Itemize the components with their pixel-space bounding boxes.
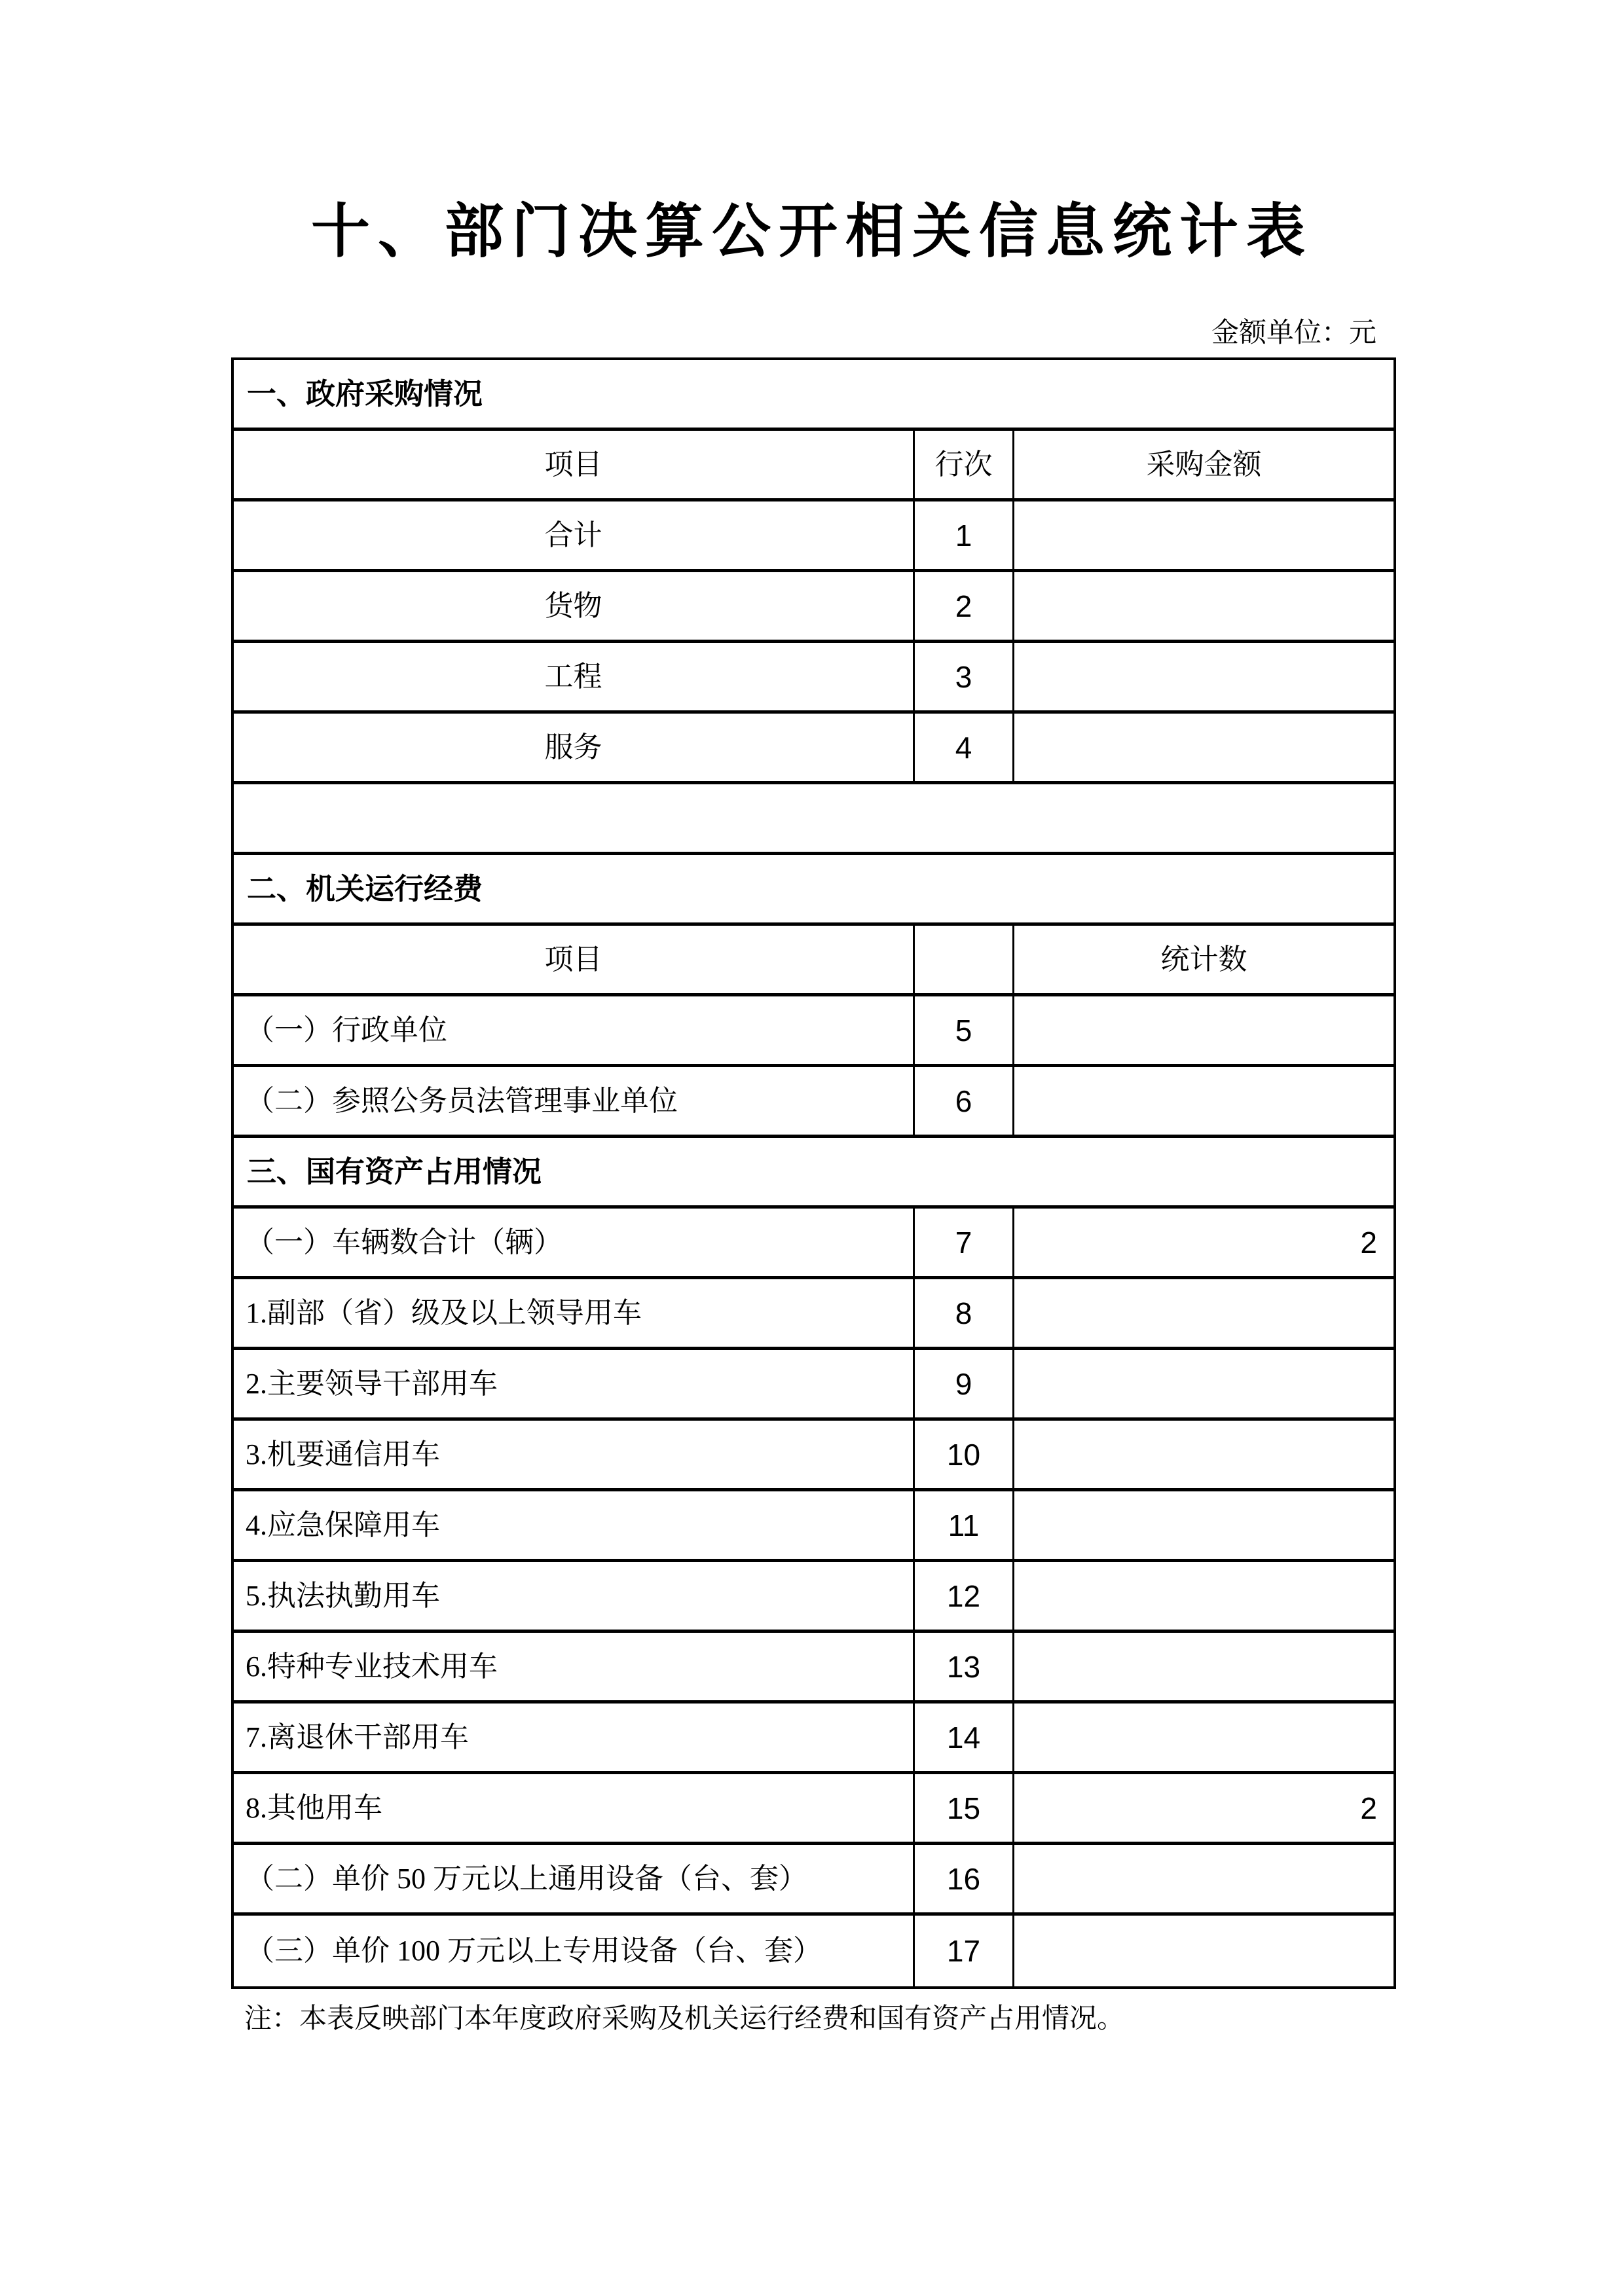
data-row (234, 1350, 1393, 1421)
value-cell: 2 (1012, 1209, 1393, 1276)
line-number: 14 (913, 1704, 1012, 1771)
item-label: （二）参照公务员法管理事业单位 (246, 1084, 678, 1117)
column-header-line (913, 926, 1012, 993)
page-title: 十、部门决算公开相关信息统计表 (311, 200, 1313, 264)
column-header-value: 统计数 (1012, 926, 1393, 993)
data-row (234, 1845, 1393, 1916)
column-header-item: 项目 (544, 448, 602, 481)
section-title: 三、国有资产占用情况 (247, 1155, 542, 1188)
item-label: 货物 (544, 589, 602, 622)
line-number: 5 (913, 996, 1012, 1064)
value-cell (1012, 1421, 1393, 1488)
section-title: 二、机关运行经费 (247, 872, 483, 905)
value-cell (1012, 1562, 1393, 1630)
line-number: 2 (913, 572, 1012, 640)
column-header-row (234, 431, 1393, 501)
line-number: 7 (913, 1209, 1012, 1276)
data-row (234, 1704, 1393, 1774)
value-cell (1012, 572, 1393, 640)
line-number: 3 (913, 643, 1012, 710)
value-cell (1012, 1633, 1393, 1700)
item-label: （一）车辆数合计（辆） (246, 1226, 563, 1258)
data-row (234, 1421, 1393, 1491)
line-number: 6 (913, 1067, 1012, 1135)
line-number: 10 (913, 1421, 1012, 1488)
column-header-line: 行次 (913, 431, 1012, 498)
value-cell: 2 (1012, 1774, 1393, 1842)
data-row (234, 1562, 1393, 1633)
empty-cell (234, 784, 1393, 852)
column-header-item: 项目 (544, 943, 602, 975)
item-label: 3.机要通信用车 (246, 1438, 440, 1470)
line-number: 17 (913, 1916, 1012, 1986)
statistics-table (231, 357, 1396, 1989)
value-cell (1012, 1916, 1393, 1986)
item-label: 4.应急保障用车 (246, 1508, 440, 1541)
line-number: 9 (913, 1350, 1012, 1417)
line-number: 11 (913, 1491, 1012, 1559)
empty-row (234, 784, 1393, 855)
item-label: （一）行政单位 (246, 1013, 447, 1046)
item-label: （二）单价 50 万元以上通用设备（台、套） (246, 1862, 807, 1895)
item-label: 5.执法执勤用车 (246, 1579, 440, 1612)
data-row (234, 1491, 1393, 1562)
data-row (234, 1774, 1393, 1845)
data-row (234, 643, 1393, 714)
item-label: 1.副部（省）级及以上领导用车 (246, 1296, 642, 1329)
item-label: 2.主要领导干部用车 (246, 1367, 498, 1400)
value-cell (1012, 1350, 1393, 1417)
line-number: 1 (913, 501, 1012, 569)
data-row (234, 572, 1393, 643)
data-row (234, 1279, 1393, 1350)
amount-unit-note: 金额单位：元 (1211, 318, 1376, 348)
column-header-value: 采购金额 (1012, 431, 1393, 498)
value-cell (1012, 1279, 1393, 1347)
line-number: 8 (913, 1279, 1012, 1347)
value-cell (1012, 1067, 1393, 1135)
item-label: 服务 (544, 731, 602, 763)
data-row (234, 1067, 1393, 1138)
item-label: 8.其他用车 (246, 1791, 382, 1824)
value-cell (1012, 501, 1393, 569)
line-number: 16 (913, 1845, 1012, 1912)
column-header-row (234, 926, 1393, 996)
data-row (234, 1633, 1393, 1704)
section-header-row (234, 1138, 1393, 1209)
line-number: 12 (913, 1562, 1012, 1630)
data-row (234, 501, 1393, 572)
data-row (234, 1916, 1393, 1986)
data-row (234, 996, 1393, 1067)
item-label: 7.离退休干部用车 (246, 1721, 469, 1753)
item-label: 合计 (544, 519, 602, 551)
value-cell (1012, 643, 1393, 710)
section-header-row (234, 855, 1393, 926)
item-label: 工程 (544, 660, 602, 693)
item-label: 6.特种专业技术用车 (246, 1650, 498, 1683)
value-cell (1012, 1704, 1393, 1771)
value-cell (1012, 714, 1393, 781)
footnote: 注：本表反映部门本年度政府采购及机关运行经费和国有资产占用情况。 (244, 2004, 1125, 2034)
line-number: 4 (913, 714, 1012, 781)
section-title: 一、政府采购情况 (247, 377, 483, 410)
item-label: （三）单价 100 万元以上专用设备（台、套） (246, 1935, 822, 1967)
data-row (234, 1209, 1393, 1279)
data-row (234, 714, 1393, 784)
section-header-row (234, 360, 1393, 431)
value-cell (1012, 1845, 1393, 1912)
value-cell (1012, 996, 1393, 1064)
line-number: 13 (913, 1633, 1012, 1700)
line-number: 15 (913, 1774, 1012, 1842)
value-cell (1012, 1491, 1393, 1559)
